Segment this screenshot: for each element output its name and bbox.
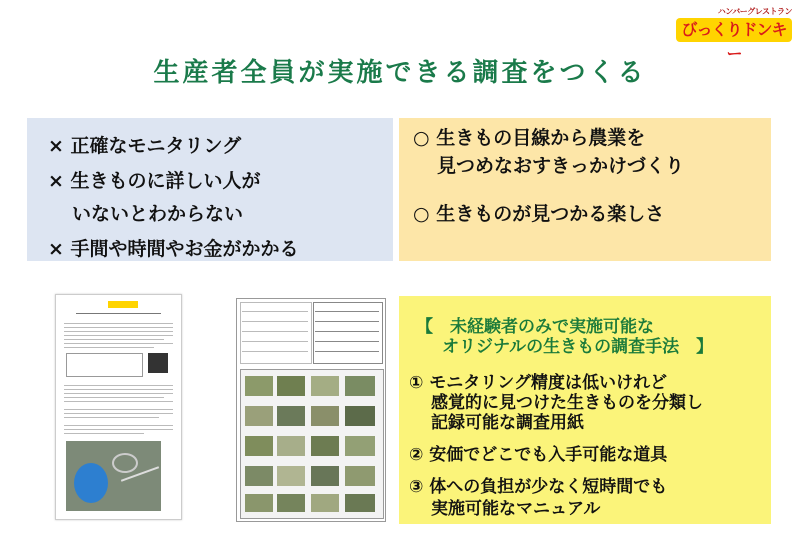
organism-photo-grid — [240, 369, 384, 519]
logo-name: びっくりドンキー — [676, 18, 792, 42]
cons-item-2-cont: いないとわからない — [72, 203, 244, 225]
logo-subtitle: ハンバーグレストラン — [717, 7, 792, 16]
manual-document-image — [55, 294, 182, 520]
cons-item-2: × 生きものに詳しい人が — [48, 170, 261, 192]
method-item-1: ① モニタリング精度は低いけれど — [409, 373, 667, 393]
brand-logo — [672, 6, 792, 63]
pros-item-1-cont: 見つめなおすきっかけづくり — [437, 155, 685, 177]
method-item-3-cont: 実施可能なマニュアル — [431, 499, 601, 519]
method-heading-1: 【 未経験者のみで実施可能な — [416, 317, 654, 337]
method-item-3: ③ 体への負担が少なく短時間でも — [409, 477, 668, 497]
qr-code-image — [148, 353, 168, 373]
method-heading-2: オリジナルの生きもの調査手法 】 — [442, 337, 714, 357]
cons-item-3: × 手間や時間やお金がかかる — [48, 238, 299, 260]
method-item-2: ② 安価でどこでも入手可能な道具 — [409, 445, 668, 465]
manual-logo-mark — [108, 301, 138, 308]
survey-tools-photo — [66, 441, 161, 511]
page-title: 生産者全員が実施できる調査をつくる — [153, 58, 647, 88]
method-item-1-cont-a: 感覚的に見つけた生きものを分類し — [431, 393, 703, 413]
cons-item-1: × 正確なモニタリング — [48, 135, 242, 157]
manual-info-box — [66, 353, 143, 377]
survey-sheet-image — [236, 298, 386, 522]
pros-item-2: ○ 生きものが見つかる楽しさ — [413, 203, 665, 225]
method-item-1-cont-b: 記録可能な調査用紙 — [431, 413, 584, 433]
pros-item-1: ○ 生きもの目線から農業を — [413, 127, 646, 149]
